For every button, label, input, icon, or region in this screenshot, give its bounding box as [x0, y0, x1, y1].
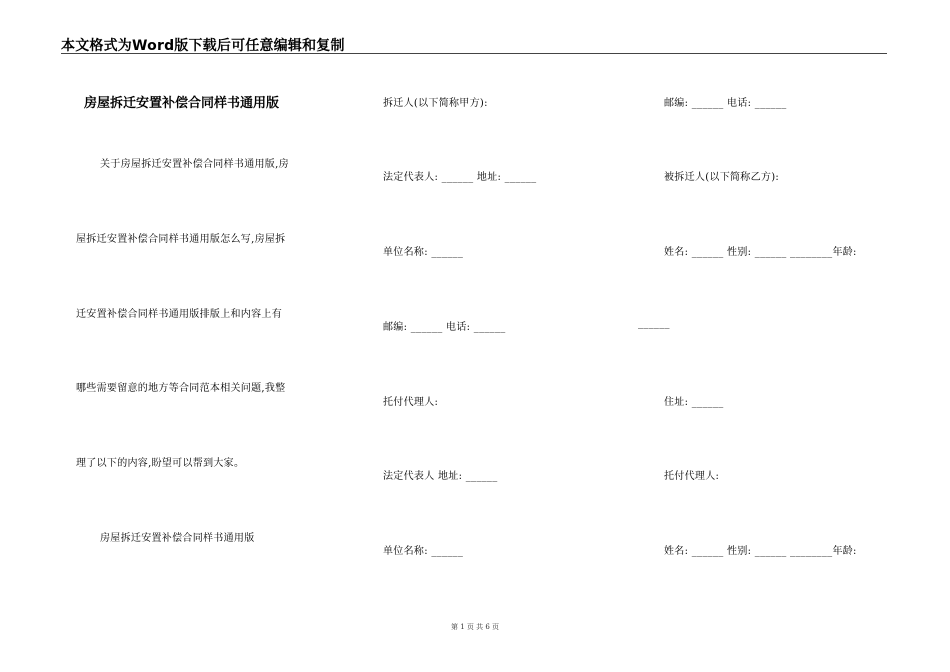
agent-label: 托付代理人: [383, 397, 439, 408]
document-title: 房屋拆迁安置补偿合同样书通用版 [84, 96, 280, 111]
legal-rep-address-field: 法定代表人: ______ 地址: ______ [383, 172, 537, 183]
intro-line-5: 理了以下的内容,盼望可以帮到大家。 [76, 458, 245, 469]
demolisher-label: 拆迁人(以下简称甲方): [383, 98, 488, 109]
name-gender-age-field-2: 姓名: ______ 性别: ______ ________年龄: [664, 546, 857, 557]
residence-field: 住址: ______ [664, 397, 724, 408]
legal-rep-address-field-2: 法定代表人 地址: ______ [383, 471, 498, 482]
intro-line-4: 哪些需要留意的地方等合同范本相关问题,我整 [76, 383, 286, 394]
unit-name-field: 单位名称: ______ [383, 247, 464, 258]
page-number: 第 1 页 共 6 页 [450, 623, 500, 631]
demolished-party-label: 被拆迁人(以下简称乙方): [664, 172, 780, 183]
unit-name-field-2: 单位名称: ______ [383, 546, 464, 557]
intro-line-2: 屋拆迁安置补偿合同样书通用版怎么写,房屋拆 [76, 234, 286, 245]
name-gender-age-field: 姓名: ______ 性别: ______ ________年龄: [664, 247, 857, 258]
header-title: 本文格式为Word版下载后可任意编辑和复制 [61, 38, 345, 54]
intro-line-1: 关于房屋拆迁安置补偿合同样书通用版,房 [100, 159, 289, 170]
postcode-phone-field: 邮编: ______ 电话: ______ [383, 322, 506, 333]
intro-line-3: 迁安置补偿合同样书通用版排版上和内容上有 [76, 309, 282, 320]
stray-blank-line: ______ [638, 318, 670, 329]
section-subheading: 房屋拆迁安置补偿合同样书通用版 [100, 533, 255, 544]
agent-label-2: 托付代理人: [664, 471, 720, 482]
postcode-phone-field-top: 邮编: ______ 电话: ______ [664, 98, 787, 109]
header-divider [61, 53, 887, 54]
